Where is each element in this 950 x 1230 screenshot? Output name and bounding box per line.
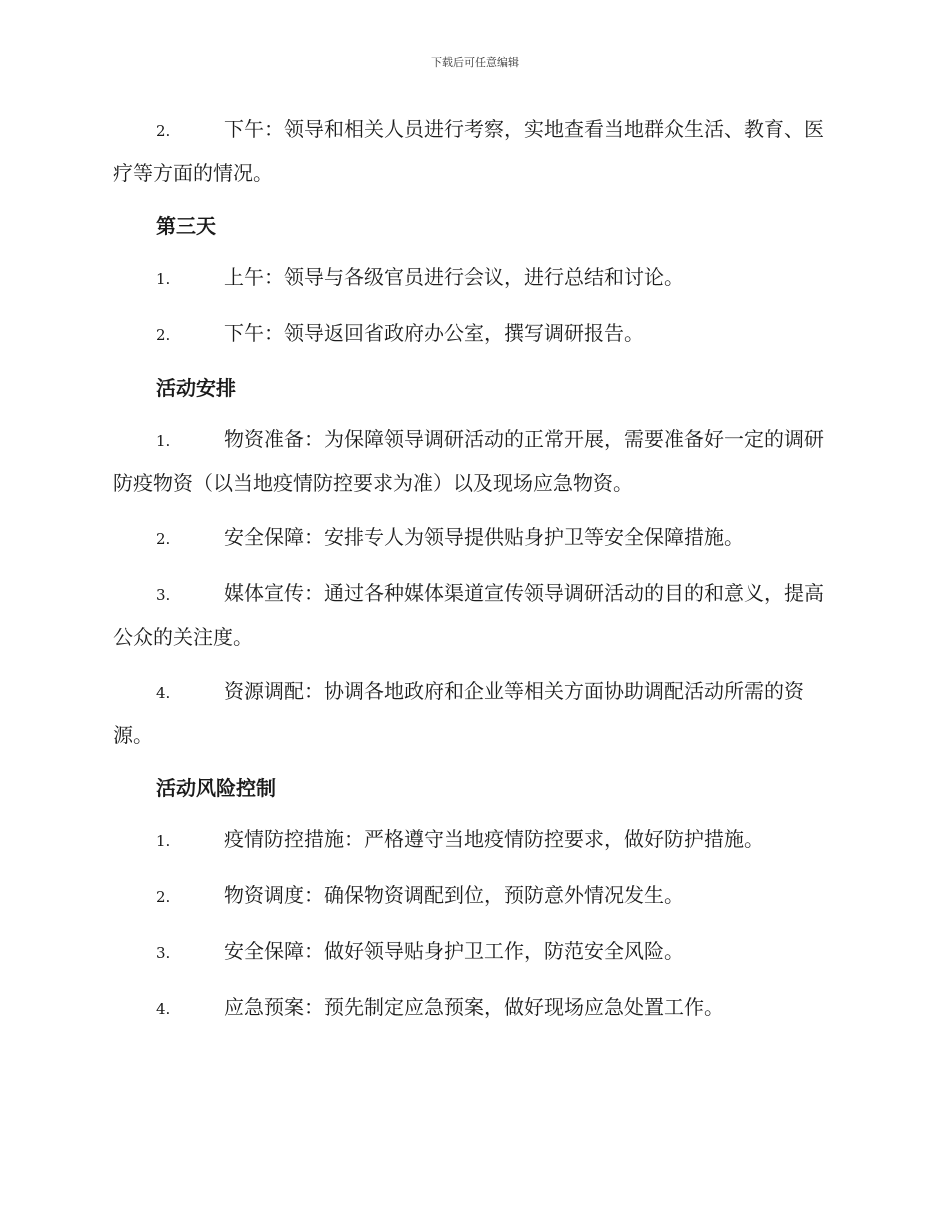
list-item [113, 418, 843, 504]
item-text: 上午：领导与各级官员进行会议，进行总结和讨论。 [224, 265, 684, 289]
item-number: 4. [156, 1000, 171, 1018]
item-text: 下午：领导和相关人员进行考察，实地查看当地群众生活、教育、医疗等方面的情况。 [113, 117, 824, 185]
item-text: 媒体宣传：通过各种媒体渠道宣传领导调研活动的目的和意义，提高公众的关注度。 [113, 581, 824, 649]
list-item [113, 930, 843, 974]
item-text: 应急预案：预先制定应急预案，做好现场应急处置工作。 [224, 995, 724, 1019]
page-header: 下载后可任意编辑 [431, 56, 519, 69]
item-number: 1. [156, 432, 171, 450]
section-heading: 第三天 [156, 214, 216, 238]
document-body [113, 108, 843, 1042]
list-item [113, 874, 843, 918]
list-item [113, 818, 843, 862]
list-item [113, 986, 843, 1030]
item-text: 安全保障：安排专人为领导提供贴身护卫等安全保障措施。 [224, 525, 744, 549]
item-number: 4. [156, 684, 171, 702]
item-number: 3. [156, 586, 171, 604]
item-text: 物资调度：确保物资调配到位，预防意外情况发生。 [224, 883, 684, 907]
item-text: 物资准备：为保障领导调研活动的正常开展，需要准备好一定的调研防疫物资（以当地疫情防控要求为准）以及现场应急物资。 [113, 427, 824, 495]
item-number: 3. [156, 944, 171, 962]
item-text: 下午：领导返回省政府办公室，撰写调研报告。 [224, 321, 644, 345]
item-number: 2. [156, 326, 171, 344]
item-number: 1. [156, 270, 171, 288]
list-item [113, 108, 843, 194]
section-heading: 活动风险控制 [156, 776, 276, 800]
item-number: 2. [156, 122, 171, 140]
list-item [113, 516, 843, 560]
list-item [113, 312, 843, 356]
list-item [113, 256, 843, 300]
item-text: 资源调配：协调各地政府和企业等相关方面协助调配活动所需的资源。 [113, 679, 804, 747]
list-item [113, 670, 843, 756]
section-heading: 活动安排 [156, 376, 236, 400]
list-item [113, 572, 843, 658]
item-number: 1. [156, 832, 171, 850]
item-number: 2. [156, 888, 171, 906]
item-text: 安全保障：做好领导贴身护卫工作，防范安全风险。 [224, 939, 684, 963]
item-number: 2. [156, 530, 171, 548]
item-text: 疫情防控措施：严格遵守当地疫情防控要求，做好防护措施。 [224, 827, 764, 851]
